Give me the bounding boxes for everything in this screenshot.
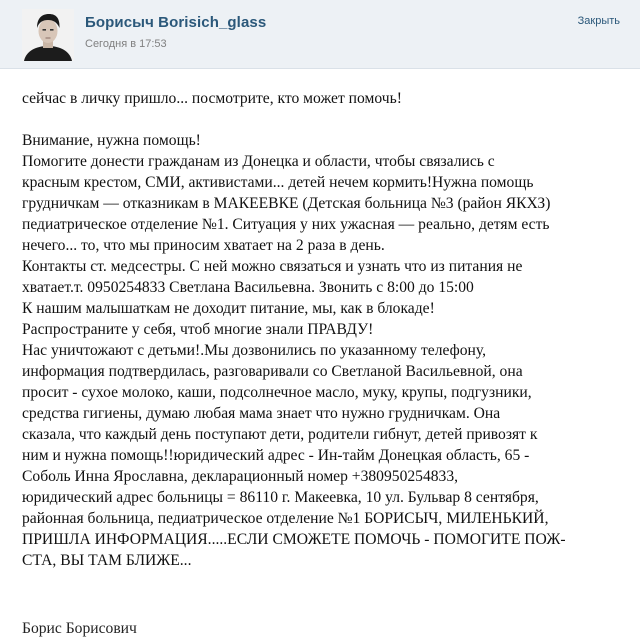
author-name[interactable]: Борисыч Borisich_glass bbox=[85, 14, 267, 31]
post-date[interactable]: Сегодня в 17:53 bbox=[85, 38, 167, 50]
post-line: красным крестом, СМИ, активистами... детей нечем кормить!Нужна помощь bbox=[22, 174, 534, 191]
post-line: Нас уничтожают с детьми!.Мы дозвонились по указанному телефону, bbox=[22, 342, 486, 359]
post-line: ним и нужна помощь!!юридический адрес - Ин-тайм Донецкая область, 65 - bbox=[22, 447, 530, 464]
post-line: СТА, ВЫ ТАМ БЛИЖЕ... bbox=[22, 552, 192, 569]
post-line: хватает.т. 0950254833 Светлана Васильевна. Звонить с 8:00 до 15:00 bbox=[22, 279, 474, 296]
post-line: педиатрическое отделение №1. Ситуация у них ужасная — реально, детям есть bbox=[22, 216, 550, 233]
post-line: юридический адрес больницы = 86110 г. Макеевка, 10 ул. Бульвар 8 сентября, bbox=[22, 489, 539, 506]
post-header bbox=[0, 0, 640, 69]
post-text bbox=[22, 88, 622, 571]
post-line: Контакты ст. медсестры. С ней можно связаться и узнать что из питания не bbox=[22, 258, 523, 275]
post-line: Распространите у себя, чтоб многие знали ПРАВДУ! bbox=[22, 321, 374, 338]
post-line: Соболь Инна Ярославна, декларационный номер +380950254833, bbox=[22, 468, 459, 485]
close-button[interactable]: Закрыть bbox=[577, 15, 620, 27]
avatar-photo-icon bbox=[22, 9, 74, 61]
post-line: районная больница, педиатрическое отделение №1 БОРИСЫЧ, МИЛЕНЬКИЙ, bbox=[22, 510, 549, 527]
post-line: ПРИШЛА ИНФОРМАЦИЯ.....ЕСЛИ СМОЖЕТЕ ПОМОЧЬ - ПОМОГИТЕ ПОЖ- bbox=[22, 531, 566, 548]
post-line: К нашим малышаткам не доходит питание, мы, как в блокаде! bbox=[22, 300, 435, 317]
post-signature: Борис Борисович bbox=[22, 620, 137, 637]
post-line: нечего... то, что мы приносим хватает на 2 раза в день. bbox=[22, 237, 385, 254]
post-line: грудничкам — отказникам в МАКЕЕВКЕ (Детская больница №3 (район ЯКХЗ) bbox=[22, 195, 551, 212]
author-avatar[interactable] bbox=[22, 9, 74, 61]
post-line: сказала, что каждый день поступают дети, родители гибнут, детей привозят к bbox=[22, 426, 538, 443]
post-line: просит - сухое молоко, каши, подсолнечное масло, муку, крупы, подгузники, bbox=[22, 384, 532, 401]
post-line: средства гигиены, думаю любая мама знает что нужно грудничкам. Она bbox=[22, 405, 501, 422]
post-line: информация подтвердилась, разговаривали со Светланой Васильевной, она bbox=[22, 363, 523, 380]
post-line: Помогите донести гражданам из Донецка и области, чтобы связались с bbox=[22, 153, 495, 170]
post-line: Внимание, нужна помощь! bbox=[22, 132, 201, 149]
post-intro: сейчас в личку пришло... посмотрите, кто может помочь! bbox=[22, 90, 402, 107]
post-message bbox=[22, 130, 622, 571]
